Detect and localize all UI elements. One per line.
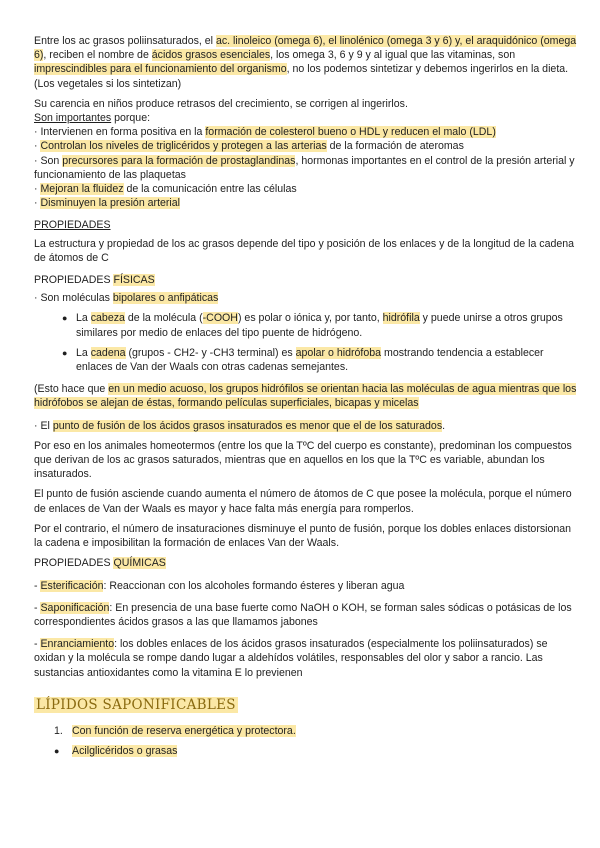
bullet-icon: ● xyxy=(54,745,60,756)
bullet-icon: ● xyxy=(62,347,68,358)
deficiency-paragraph: Su carencia en niños produce retrasos del crecimiento, se corrigen al ingerirlos. xyxy=(34,97,408,110)
section-title-quimicas: PROPIEDADES QUÍMICAS xyxy=(34,557,166,570)
esterification-paragraph: - Esterificación: Reaccionan con los alcoholes formando ésteres y liberan agua xyxy=(34,579,405,592)
highlight: imprescindibles para el funcionamiento del organismo xyxy=(34,63,287,76)
list-item: · Intervienen en forma positiva en la formación de colesterol bueno o HDL y reducen el malo (LDL) xyxy=(34,126,496,139)
aqueous-medium-paragraph: (Esto hace que en un medio acuoso, los grupos hidrófilos se orientan hacia las moléculas de agua mientras que los hidrófobos se alejan de éstas, formando películas superficiales, bicapas y micelas xyxy=(34,383,577,410)
list-item: · Controlan los niveles de triglicéridos y protegen a las arterias de la formación de ateromas xyxy=(34,140,464,153)
essential-fatty-acids-paragraph: Entre los ac grasos poliinsaturados, el ac. linoleico (omega 6), el linolénico (omega 3 y 6) y, el araquidónico (omega 6), reciben el nombre de ácidos grasos esenciales, los omega 3, 6 y 9 y al igual que las vitaminas, son imprescindibles para el funcionamiento del organismo, no los podemos sintetizar y debemos ingerirlos en la dieta. (Los vegetales si los sintetizan) xyxy=(34,35,577,90)
rancidity-paragraph: - Enranciamiento: los dobles enlaces de los ácidos grasos insaturados (especialmente los poliinsaturados) se oxidan y la molécula se rompe dando lugar a aldehídos volátiles, responsables del olor y sabor a rancio. Las sustancias antioxidantes como la vitamina E lo previenen xyxy=(34,638,548,679)
importance-title: Son importantes xyxy=(34,112,112,125)
bullet-item-acylglycerides: ● Acilglicéridos o grasas xyxy=(54,744,178,757)
homeotherms-paragraph: Por eso en los animales homeotermos (entre los que la TºC del cuerpo es constante), predominan los compuestos que derivan de los ac grasos saturados, mientras que en aquellos en los que la TºC es variable, abundan los insaturados. xyxy=(34,439,572,481)
melting-point-paragraph: · El punto de fusión de los ácidos grasos insaturados es menor que el de los saturados. xyxy=(34,419,446,432)
section-title-fisicas: PROPIEDADES FÍSICAS xyxy=(34,274,155,287)
numbered-item: 1. Con función de reserva energética y protectora. xyxy=(54,724,296,737)
highlight: ácidos grasos esenciales xyxy=(151,49,271,62)
bullet-item-head: ● La cabeza de la molécula (-COOH) es polar o iónica y, por tanto, hidrófila y puede unirse a otros grupos similares por medio de enlaces del tipo puente de hidrógeno. xyxy=(62,312,563,339)
section-title-propiedades: PROPIEDADES xyxy=(34,219,111,232)
carbon-atoms-paragraph: El punto de fusión asciende cuando aumenta el número de átomos de C que posee la molécula, porque el número de enlaces de Van der Waals es mayor y hace falta más energía para romperlos. xyxy=(34,488,572,515)
list-item: · Mejoran la fluidez de la comunicación entre las células xyxy=(34,183,297,196)
heading-lipidos-saponificables: LÍPIDOS SAPONIFICABLES xyxy=(36,696,236,713)
importance-list: Son importantes porque: · Intervienen en forma positiva en la formación de colesterol bueno o HDL y reducen el malo (LDL) · Controlan los niveles de triglicéridos y protegen a las arterias de la formación de ateromas · Son precursores para la formación de prostaglandinas, hormonas importantes en el control de la presión arterial y funcionamiento de las plaquetas · Mejoran la fluidez de la comunicación entre las células · Disminuyen la presión arterial xyxy=(34,111,578,210)
list-item: · Son precursores para la formación de prostaglandinas, hormonas importantes en el control de la presión arterial y funcionamiento de las plaquetas xyxy=(34,154,575,181)
highlight: ac. linoleico (omega 6), el linolénico (omega 3 y 6) y, el araquidónico (omega 6) xyxy=(34,35,577,62)
list-item: · Son moléculas bipolares o anfipáticas xyxy=(34,292,219,305)
bullet-item-chain: ● La cadena (grupos - CH2- y -CH3 terminal) es apolar o hidrófoba mostrando tendencia a establecer enlaces de Van der Waals con otras cadenas semejantes. xyxy=(62,346,544,374)
unsaturations-paragraph: Por el contrario, el número de insaturaciones disminuye el punto de fusión, porque los dobles enlaces distorsionan la cadena e imposibilitan la formación de enlaces Van der Waals. xyxy=(34,522,572,550)
properties-paragraph: La estructura y propiedad de los ac grasos depende del tipo y posición de los enlaces y de la longitud de la cadena de átomos de C xyxy=(34,237,575,264)
saponification-paragraph: - Saponificación: En presencia de una base fuerte como NaOH o KOH, se forman sales sódicas o potásicas de los correspondientes ácidos grasos a las que llamamos jabones xyxy=(34,601,572,628)
bullet-icon: ● xyxy=(62,313,68,324)
list-item: · Disminuyen la presión arterial xyxy=(34,197,181,210)
